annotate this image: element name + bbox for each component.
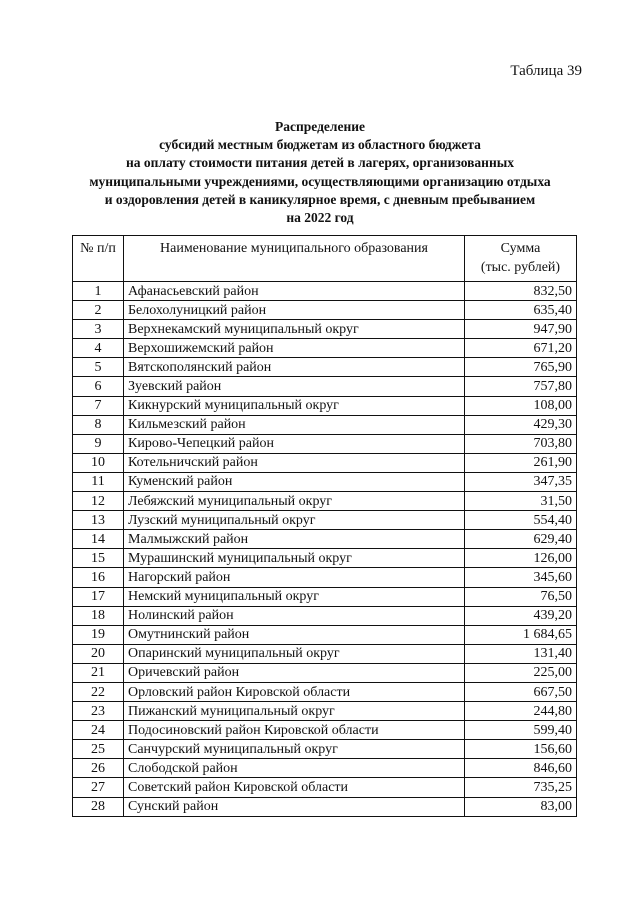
table-row — [73, 511, 577, 530]
table-row — [73, 663, 577, 682]
row-number: 23 — [73, 702, 124, 721]
table-row — [73, 721, 577, 740]
row-municipality: Слободской район — [124, 759, 465, 778]
table-row — [73, 358, 577, 377]
table-row — [73, 453, 577, 472]
row-number: 17 — [73, 587, 124, 606]
row-number: 6 — [73, 377, 124, 396]
table-row — [73, 434, 577, 453]
row-sum: 667,50 — [465, 682, 577, 701]
header-row — [73, 236, 577, 282]
table-row — [73, 740, 577, 759]
row-sum: 31,50 — [465, 492, 577, 511]
row-municipality: Верхошижемский район — [124, 339, 465, 358]
table-row — [73, 339, 577, 358]
row-municipality: Лузский муниципальный округ — [124, 511, 465, 530]
row-municipality: Куменский район — [124, 472, 465, 491]
row-sum: 703,80 — [465, 434, 577, 453]
table-header — [73, 236, 577, 282]
table-row — [73, 320, 577, 339]
row-municipality: Мурашинский муниципальный округ — [124, 549, 465, 568]
title-line: субсидий местным бюджетам из областного бюджета — [159, 137, 481, 153]
row-municipality: Санчурский муниципальный округ — [124, 740, 465, 759]
row-municipality: Белохолуницкий район — [124, 301, 465, 320]
row-sum: 846,60 — [465, 759, 577, 778]
row-municipality: Орловский район Кировской области — [124, 682, 465, 701]
row-municipality: Кикнурский муниципальный округ — [124, 396, 465, 415]
header-sum — [465, 236, 577, 282]
table-row — [73, 492, 577, 511]
row-number: 4 — [73, 339, 124, 358]
row-sum: 108,00 — [465, 396, 577, 415]
row-number: 26 — [73, 759, 124, 778]
row-number: 2 — [73, 301, 124, 320]
row-municipality: Оричевский район — [124, 663, 465, 682]
header-sum-line1: Сумма — [500, 241, 541, 256]
row-sum: 131,40 — [465, 644, 577, 663]
row-sum: 554,40 — [465, 511, 577, 530]
row-number: 16 — [73, 568, 124, 587]
row-municipality: Малмыжский район — [124, 530, 465, 549]
table-row — [73, 682, 577, 701]
row-sum: 832,50 — [465, 282, 577, 301]
row-sum: 244,80 — [465, 702, 577, 721]
row-number: 27 — [73, 778, 124, 797]
row-number: 5 — [73, 358, 124, 377]
table-row — [73, 472, 577, 491]
row-municipality: Лебяжский муниципальный округ — [124, 492, 465, 511]
table-row — [73, 282, 577, 301]
row-municipality: Зуевский район — [124, 377, 465, 396]
table-row — [73, 530, 577, 549]
row-sum: 225,00 — [465, 663, 577, 682]
row-number: 18 — [73, 606, 124, 625]
row-sum: 735,25 — [465, 778, 577, 797]
header-name: Наименование муниципального образования — [124, 236, 465, 282]
row-sum: 765,90 — [465, 358, 577, 377]
table-row — [73, 377, 577, 396]
row-number: 11 — [73, 472, 124, 491]
table-row — [73, 301, 577, 320]
row-number: 12 — [73, 492, 124, 511]
row-number: 13 — [73, 511, 124, 530]
table-body — [73, 282, 577, 817]
row-municipality: Подосиновский район Кировской области — [124, 721, 465, 740]
row-sum: 671,20 — [465, 339, 577, 358]
table-row — [73, 396, 577, 415]
row-number: 22 — [73, 682, 124, 701]
row-sum: 345,60 — [465, 568, 577, 587]
table-row — [73, 778, 577, 797]
table-row — [73, 644, 577, 663]
row-number: 20 — [73, 644, 124, 663]
row-municipality: Пижанский муниципальный округ — [124, 702, 465, 721]
row-municipality: Котельничский район — [124, 453, 465, 472]
row-number: 28 — [73, 797, 124, 816]
table-row — [73, 759, 577, 778]
row-municipality: Вятскополянский район — [124, 358, 465, 377]
row-number: 10 — [73, 453, 124, 472]
row-number: 8 — [73, 415, 124, 434]
table-row — [73, 625, 577, 644]
row-sum: 126,00 — [465, 549, 577, 568]
row-municipality: Опаринский муниципальный округ — [124, 644, 465, 663]
row-municipality: Афанасьевский район — [124, 282, 465, 301]
row-sum: 261,90 — [465, 453, 577, 472]
table-row — [73, 797, 577, 816]
row-sum: 1 684,65 — [465, 625, 577, 644]
table-row — [73, 549, 577, 568]
row-municipality: Омутнинский район — [124, 625, 465, 644]
row-number: 1 — [73, 282, 124, 301]
row-sum: 599,40 — [465, 721, 577, 740]
table-row — [73, 568, 577, 587]
row-number: 25 — [73, 740, 124, 759]
row-number: 15 — [73, 549, 124, 568]
row-sum: 757,80 — [465, 377, 577, 396]
row-municipality: Советский район Кировской области — [124, 778, 465, 797]
row-sum: 156,60 — [465, 740, 577, 759]
row-number: 7 — [73, 396, 124, 415]
row-sum: 429,30 — [465, 415, 577, 434]
row-municipality: Сунский район — [124, 797, 465, 816]
row-municipality: Кирово-Чепецкий район — [124, 434, 465, 453]
row-number: 19 — [73, 625, 124, 644]
row-sum: 439,20 — [465, 606, 577, 625]
title-line: на 2022 год — [286, 210, 354, 226]
row-number: 24 — [73, 721, 124, 740]
table-row — [73, 587, 577, 606]
row-sum: 947,90 — [465, 320, 577, 339]
title-line: Распределение — [274, 119, 366, 134]
table-row — [73, 702, 577, 721]
title-line: на оплату стоимости питания детей в лагерях, организованных — [125, 155, 515, 171]
table-number-label: Таблица 39 — [510, 63, 582, 79]
row-sum: 347,35 — [465, 472, 577, 491]
row-number: 9 — [73, 434, 124, 453]
distribution-table — [72, 235, 577, 817]
row-municipality: Немский муниципальный округ — [124, 587, 465, 606]
row-number: 3 — [73, 320, 124, 339]
row-municipality: Нолинский район — [124, 606, 465, 625]
table-row — [73, 415, 577, 434]
row-sum: 629,40 — [465, 530, 577, 549]
row-sum: 635,40 — [465, 301, 577, 320]
header-number: № п/п — [73, 236, 124, 282]
row-sum: 83,00 — [465, 797, 577, 816]
row-municipality: Кильмезский район — [124, 415, 465, 434]
row-municipality: Верхнекамский муниципальный округ — [124, 320, 465, 339]
title-line: муниципальными учреждениями, осуществляющими организацию отдыха — [89, 173, 551, 189]
row-number: 14 — [73, 530, 124, 549]
row-sum: 76,50 — [465, 587, 577, 606]
row-municipality: Нагорский район — [124, 568, 465, 587]
row-number: 21 — [73, 663, 124, 682]
document-title — [60, 118, 580, 227]
table-row — [73, 606, 577, 625]
header-sum-line2: (тыс. рублей) — [480, 260, 561, 275]
title-line: и оздоровления детей в каникулярное время, с дневным пребыванием — [104, 191, 536, 207]
